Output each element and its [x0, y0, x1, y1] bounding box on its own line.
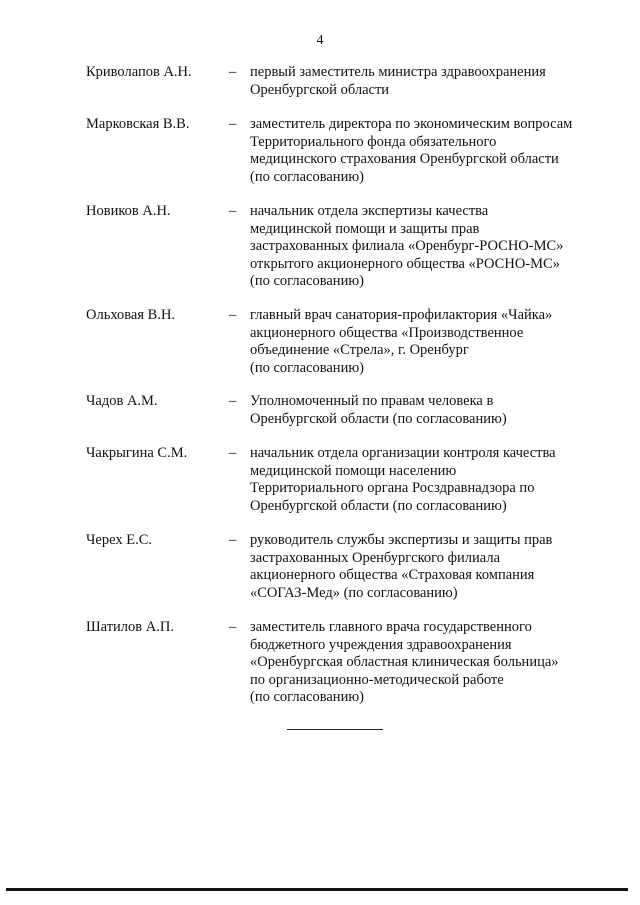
position-line: (по согласованию): [250, 168, 364, 185]
position-line: (по согласованию): [250, 359, 364, 376]
page-number: 4: [316, 33, 324, 48]
member-position: [250, 116, 595, 186]
position-line: руководитель службы экспертизы и защиты прав: [250, 532, 553, 548]
member-name: Чакрыгина С.М.: [86, 445, 188, 461]
position-line: начальник отдела организации контроля качества: [250, 445, 556, 461]
member-name: Шатилов А.П.: [86, 619, 174, 635]
position-line: Территориального органа Росздравнадзора по: [250, 480, 535, 496]
position-line: медицинской помощи и защиты прав: [250, 220, 480, 237]
member-name: Черех Е.С.: [86, 532, 153, 548]
scan-bottom-border: [6, 888, 628, 891]
member-name: Марковская В.В.: [86, 116, 190, 132]
position-line: (по согласованию): [250, 273, 364, 289]
position-line: объединение «Стрела», г. Оренбург: [250, 342, 469, 358]
member-entry: [0, 532, 640, 619]
position-line: Оренбургской области (по согласованию): [250, 497, 507, 514]
position-line: Оренбургской области: [250, 81, 390, 98]
member-entry: [0, 393, 640, 445]
member-entry: [0, 203, 640, 307]
end-separator-line: [287, 729, 383, 730]
position-line: медицинского страхования Оренбургской области: [250, 151, 559, 167]
position-line: акционерного общества «Производственное: [250, 324, 524, 341]
position-line: заместитель главного врача государственного: [250, 619, 532, 635]
member-list: [0, 64, 640, 709]
position-line: Уполномоченный по правам человека в: [250, 393, 494, 409]
member-dash: –: [229, 116, 237, 132]
position-line: главный врач санатория-профилактория «Чайка»: [250, 307, 553, 323]
member-position: [250, 532, 595, 602]
member-dash: –: [229, 532, 237, 548]
member-name: Ольховая В.Н.: [86, 307, 176, 323]
member-position: [250, 619, 595, 707]
member-position: [250, 64, 595, 99]
member-dash: –: [229, 307, 237, 323]
position-line: заместитель директора по экономическим вопросам: [250, 116, 573, 132]
position-line: открытого акционерного общества «РОСНО-МС»: [250, 255, 560, 272]
member-name: Криволапов А.Н.: [86, 64, 192, 80]
position-line: Территориального фонда обязательного: [250, 133, 497, 150]
member-dash: –: [229, 64, 237, 80]
position-line: акционерного общества «Страховая компания: [250, 567, 535, 583]
position-line: (по согласованию): [250, 689, 364, 705]
position-line: застрахованных Оренбургского филиала: [250, 549, 501, 566]
member-dash: –: [229, 203, 237, 219]
position-line: «Оренбургская областная клиническая больница»: [250, 654, 559, 670]
member-entry: [0, 64, 640, 116]
position-line: застрахованных филиала «Оренбург-РОСНО-МС»: [250, 238, 564, 254]
member-name: Новиков А.Н.: [86, 203, 171, 219]
member-dash: –: [229, 393, 237, 409]
member-position: [250, 203, 595, 291]
member-position: [250, 393, 595, 428]
member-position: [250, 445, 595, 515]
member-entry: [0, 307, 640, 393]
member-entry: [0, 116, 640, 203]
position-line: по организационно-методической работе: [250, 671, 504, 688]
position-line: «СОГАЗ-Мед» (по согласованию): [250, 584, 458, 601]
position-line: бюджетного учреждения здравоохранения: [250, 636, 512, 653]
member-dash: –: [229, 445, 237, 461]
member-entry: [0, 445, 640, 532]
member-position: [250, 307, 595, 377]
position-line: начальник отдела экспертизы качества: [250, 203, 489, 219]
position-line: медицинской помощи населению: [250, 462, 457, 479]
member-name: Чадов А.М.: [86, 393, 158, 409]
position-line: Оренбургской области (по согласованию): [250, 410, 507, 427]
member-dash: –: [229, 619, 237, 635]
position-line: первый заместитель министра здравоохранения: [250, 64, 546, 80]
member-entry: [0, 619, 640, 709]
